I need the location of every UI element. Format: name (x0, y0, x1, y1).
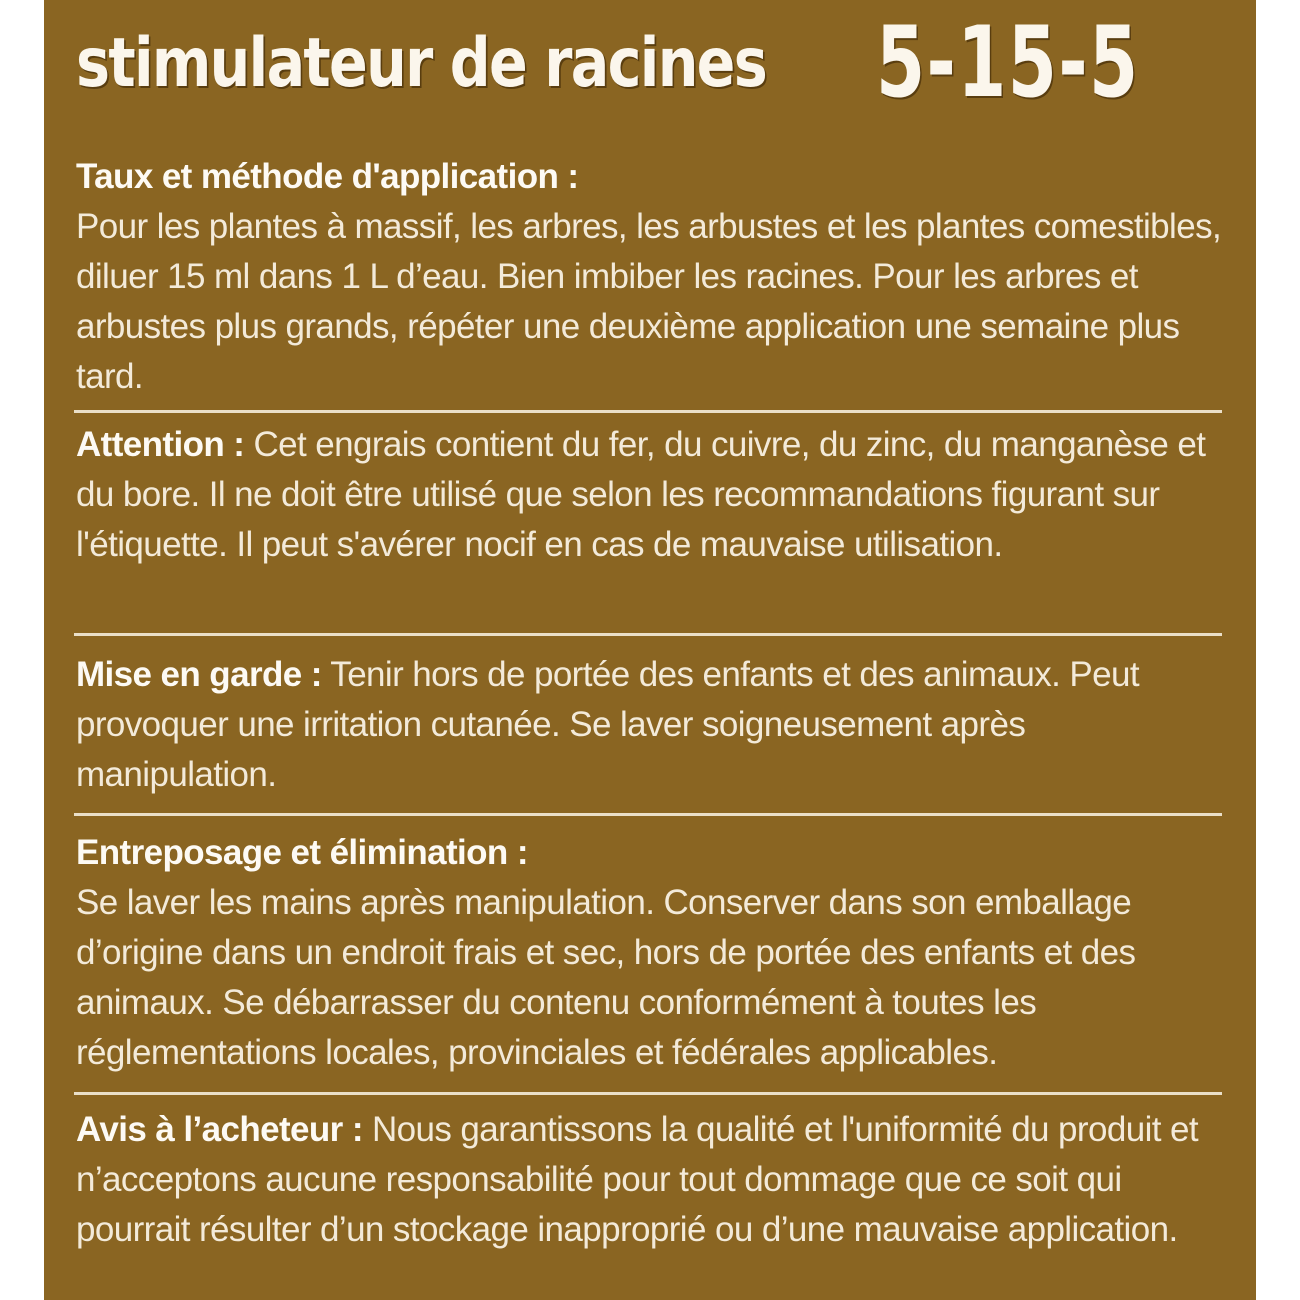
section-heading: Mise en garde : (76, 655, 322, 694)
section-body: Cet engrais contient du fer, du cuivre, du zinc, du manganèse et du bore. Il ne doit être utilisé que selon les recommandations figurant sur l'étiquette. Il peut s'avérer nocif en cas de mauvaise utilisation. (76, 425, 1206, 564)
section-body: Nous garantissons la qualité et l'uniformité du produit et n’acceptons aucune responsabilité pour tout dommage que ce soit qui pourrait résulter d’un stockage inapproprié ou d’une mauvaise application. (76, 1110, 1198, 1249)
section-divider (74, 1092, 1222, 1095)
section-divider (74, 633, 1222, 636)
title-row (76, 8, 1242, 118)
product-label-panel (44, 0, 1256, 1300)
section-application-rate (76, 152, 1226, 402)
section-storage-disposal (76, 828, 1226, 1078)
section-heading: Avis à l’acheteur : (76, 1110, 363, 1149)
section-heading: Entreposage et élimination : (76, 833, 528, 872)
section-heading: Taux et méthode d'application : (76, 157, 579, 196)
section-divider (74, 813, 1222, 816)
npk-ratio: 5-15-5 (876, 6, 1140, 120)
section-divider (74, 410, 1222, 413)
section-body: Se laver les mains après manipulation. Conserver dans son emballage d’origine dans un endroit frais et sec, hors de portée des enfants et des animaux. Se débarrasser du contenu conformément à toutes les réglementations locales, provinciales et fédérales applicables. (76, 883, 1136, 1072)
section-heading: Attention : (76, 425, 245, 464)
section-body: Tenir hors de portée des enfants et des animaux. Peut provoquer une irritation cutanée. Se laver soigneusement après manipulation. (76, 655, 1140, 794)
section-body: Pour les plantes à massif, les arbres, les arbustes et les plantes comestibles, diluer 15 ml dans 1 L d’eau. Bien imbiber les racines. Pour les arbres et arbustes plus grands, répéter une deuxième application une semaine plus tard. (76, 207, 1222, 396)
product-title: stimulateur de racines (76, 23, 767, 103)
section-buyer-notice (76, 1105, 1226, 1255)
section-warning (76, 650, 1226, 800)
section-attention (76, 420, 1226, 570)
